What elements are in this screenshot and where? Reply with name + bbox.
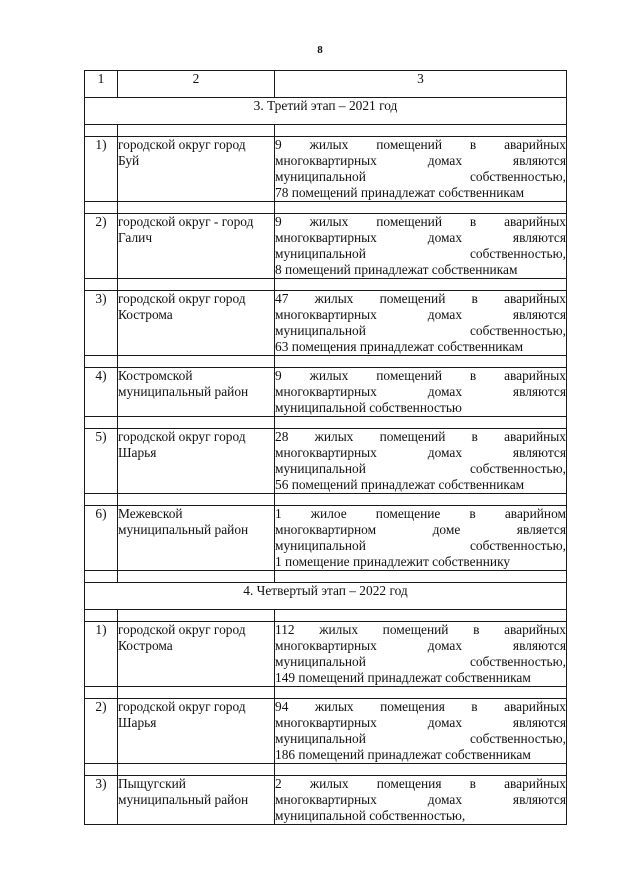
spacer-cell [85, 687, 118, 699]
row-number: 3) [85, 776, 118, 825]
row-spacer [85, 764, 567, 776]
spacer-cell [275, 571, 567, 583]
housing-description [275, 137, 567, 202]
spacer-cell [275, 687, 567, 699]
housing-description-line: муниципальной собственностью, [275, 731, 566, 746]
housing-description-line: 8 помещений принадлежат собственникам [275, 262, 518, 277]
municipality-name [118, 368, 275, 417]
spacer-cell [118, 610, 275, 622]
municipality-name [118, 622, 275, 687]
housing-description-line: 112 жилых помещений в аварийных [275, 622, 566, 637]
spacer-cell [118, 279, 275, 291]
spacer-cell [118, 764, 275, 776]
municipality-name-line: городской округ - город [118, 214, 254, 229]
housing-description-line: муниципальной собственностью, [275, 246, 566, 261]
municipality-name-line: муниципальный район [118, 522, 249, 537]
table-row [85, 506, 567, 571]
municipality-name-line: Межевской [118, 506, 183, 521]
housing-description [275, 506, 567, 571]
housing-description-line: многоквартирных домах являются [275, 715, 566, 730]
municipality-name [118, 291, 275, 356]
housing-description-line: многоквартирных домах являются [275, 445, 566, 460]
page-number: 8 [317, 44, 323, 56]
column-header-2: 2 [118, 71, 275, 98]
spacer-cell [118, 356, 275, 368]
spacer-cell [85, 571, 118, 583]
row-number: 4) [85, 368, 118, 417]
municipality-name-line: Шарья [118, 445, 157, 460]
municipality-name-line: муниципальный район [118, 792, 249, 807]
municipal-housing-table [84, 70, 567, 825]
table-row [85, 368, 567, 417]
row-number: 5) [85, 429, 118, 494]
housing-description [275, 699, 567, 764]
spacer-cell [275, 202, 567, 214]
housing-description-line: 9 жилых помещений в аварийных [275, 368, 566, 383]
row-number: 1) [85, 622, 118, 687]
table-row [85, 429, 567, 494]
spacer-cell [85, 356, 118, 368]
housing-description-line: 1 помещение принадлежит собственнику [275, 554, 511, 569]
housing-description-line: 9 жилых помещений в аварийных [275, 137, 566, 152]
municipality-name-line: городской округ город [118, 137, 246, 152]
row-spacer [85, 610, 567, 622]
table-row [85, 214, 567, 279]
housing-description-line: 2 жилых помещения в аварийных [275, 776, 566, 791]
spacer-cell [118, 687, 275, 699]
municipality-name-line: Шарья [118, 715, 157, 730]
spacer-cell [118, 417, 275, 429]
housing-description-line: многоквартирных домах являются [275, 153, 566, 168]
housing-description-line: многоквартирных домах являются [275, 638, 566, 653]
housing-description-line: муниципальной собственностью, [275, 538, 566, 553]
municipality-name-line: городской округ город [118, 699, 246, 714]
housing-description-line: 186 помещений принадлежат собственникам [275, 747, 531, 762]
spacer-cell [118, 125, 275, 137]
housing-description-line: муниципальной собственностью [275, 400, 462, 415]
spacer-cell [85, 764, 118, 776]
municipality-name-line: городской округ город [118, 291, 246, 306]
row-number: 1) [85, 137, 118, 202]
housing-description-line: муниципальной собственностью, [275, 461, 566, 476]
municipality-name-line: Пыщугский [118, 776, 186, 791]
table-row [85, 291, 567, 356]
row-spacer [85, 687, 567, 699]
row-number: 3) [85, 291, 118, 356]
municipality-name-line: муниципальный район [118, 384, 249, 399]
municipality-name [118, 776, 275, 825]
housing-description-line: муниципальной собственностью, [275, 808, 466, 823]
municipality-name-line: городской округ город [118, 429, 246, 444]
housing-description [275, 776, 567, 825]
housing-description-line: 149 помещений принадлежат собственникам [275, 670, 531, 685]
row-number: 2) [85, 699, 118, 764]
housing-description-line: многоквартирных домах являются [275, 384, 566, 399]
row-spacer [85, 125, 567, 137]
spacer-cell [85, 610, 118, 622]
housing-description [275, 622, 567, 687]
column-header-1: 1 [85, 71, 118, 98]
housing-description-line: 56 помещений принадлежат собственникам [275, 477, 525, 492]
housing-description-line: многоквартирных домах являются [275, 230, 566, 245]
table-header-row [85, 71, 567, 98]
housing-description-line: многоквартирных домах являются [275, 307, 566, 322]
housing-description-line: 78 помещений принадлежат собственникам [275, 185, 525, 200]
municipality-name [118, 214, 275, 279]
spacer-cell [275, 494, 567, 506]
housing-description-line: муниципальной собственностью, [275, 654, 566, 669]
spacer-cell [85, 279, 118, 291]
spacer-cell [275, 417, 567, 429]
spacer-cell [85, 494, 118, 506]
housing-description-line: 47 жилых помещений в аварийных [275, 291, 566, 306]
stage-heading-row [85, 98, 567, 125]
spacer-cell [85, 417, 118, 429]
spacer-cell [275, 279, 567, 291]
housing-description [275, 368, 567, 417]
municipality-name-line: Буй [118, 153, 140, 168]
municipality-name [118, 137, 275, 202]
table-row [85, 699, 567, 764]
column-header-3: 3 [275, 71, 567, 98]
spacer-cell [118, 571, 275, 583]
housing-description-line: 9 жилых помещений в аварийных [275, 214, 566, 229]
spacer-cell [275, 764, 567, 776]
spacer-cell [118, 494, 275, 506]
spacer-cell [275, 125, 567, 137]
housing-description-line: муниципальной собственностью, [275, 169, 566, 184]
housing-description-line: 63 помещения принадлежат собственникам [275, 339, 524, 354]
municipality-name [118, 506, 275, 571]
stage-heading-row [85, 583, 567, 610]
spacer-cell [118, 202, 275, 214]
row-spacer [85, 417, 567, 429]
table-row [85, 137, 567, 202]
table-row [85, 776, 567, 825]
table-row [85, 622, 567, 687]
row-spacer [85, 494, 567, 506]
municipality-name-line: Костромской [118, 368, 193, 383]
housing-description-line: 28 жилых помещений в аварийных [275, 429, 566, 444]
housing-description-line: многоквартирном доме является [275, 522, 566, 537]
municipality-name-line: Кострома [118, 307, 173, 322]
spacer-cell [85, 125, 118, 137]
spacer-cell [275, 356, 567, 368]
housing-description [275, 291, 567, 356]
housing-description [275, 429, 567, 494]
housing-description-line: 1 жилое помещение в аварийном [275, 506, 566, 521]
row-number: 6) [85, 506, 118, 571]
row-spacer [85, 356, 567, 368]
stage-heading: 3. Третий этап – 2021 год [85, 98, 567, 125]
housing-description-line: 94 жилых помещения в аварийных [275, 699, 566, 714]
row-number: 2) [85, 214, 118, 279]
housing-description [275, 214, 567, 279]
row-spacer [85, 571, 567, 583]
municipality-name-line: городской округ город [118, 622, 246, 637]
table-body [85, 98, 567, 825]
row-spacer [85, 202, 567, 214]
housing-description-line: многоквартирных домах являются [275, 792, 566, 807]
municipality-name [118, 699, 275, 764]
housing-description-line: муниципальной собственностью, [275, 323, 566, 338]
stage-heading: 4. Четвертый этап – 2022 год [85, 583, 567, 610]
municipality-name-line: Кострома [118, 638, 173, 653]
municipality-name [118, 429, 275, 494]
spacer-cell [85, 202, 118, 214]
row-spacer [85, 279, 567, 291]
municipality-name-line: Галич [118, 230, 153, 245]
spacer-cell [275, 610, 567, 622]
